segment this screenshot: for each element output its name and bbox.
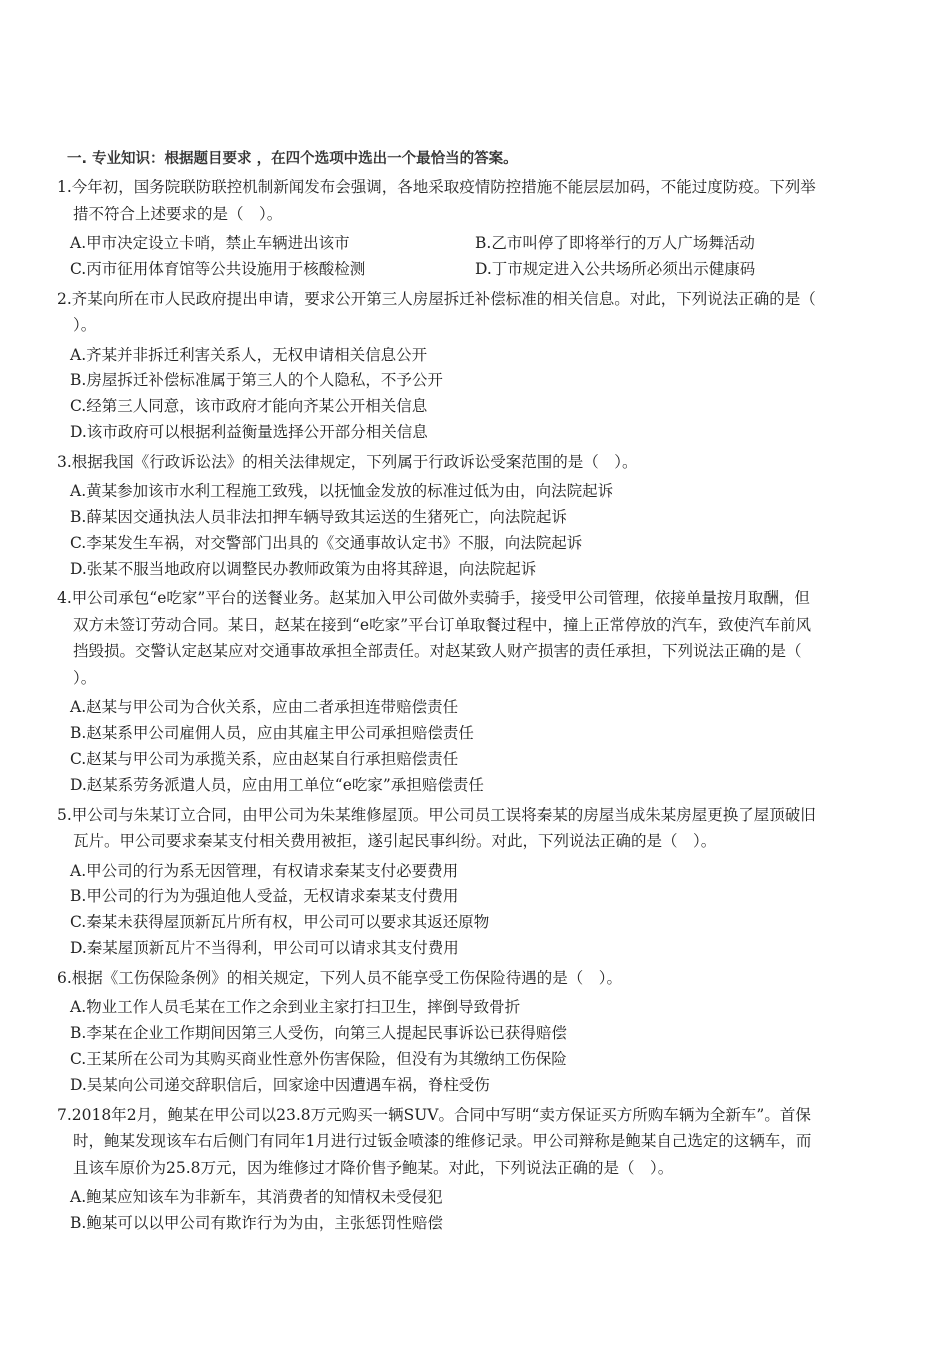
option-d: D.丁市规定进入公共场所必须出示健康码 (475, 259, 756, 278)
option-list (57, 343, 887, 446)
option-a: A.甲市决定设立卡哨，禁止车辆进出该市 (70, 234, 350, 252)
section-title: 一. 专业知识：根据题目要求 ，在四个选项中选出一个最恰当的答案。 (67, 151, 518, 167)
option-d: D.秦某屋顶新瓦片不当得利，甲公司可以请求其支付费用 (70, 939, 459, 958)
question-stem-line: 7.2018年2月，鲍某在甲公司以23.8万元购买一辆SUV。合同中写明“卖方保证买方所购车辆为全新车”。首保 (57, 1105, 811, 1124)
question-stem-line: 3.根据我国《行政诉讼法》的相关法律规定，下列属于行政诉讼受案范围的是（ ）。 (57, 452, 638, 471)
option-a: A.齐某并非拆迁利害关系人，无权申请相关信息公开 (70, 345, 428, 364)
option-list (57, 1185, 887, 1237)
option-c: C.李某发生车祸，对交警部门出具的《交通事故认定书》不服，向法院起诉 (70, 533, 583, 552)
option-list (57, 995, 887, 1098)
question-stem-line: 4.甲公司承包“e吃家”平台的送餐业务。赵某加入甲公司做外卖骑手，接受甲公司管理，依接单量按月取酬，但 (57, 589, 810, 608)
question-stem-line: ）。 (73, 668, 97, 687)
exam-document (57, 146, 887, 1240)
option-d: D.赵某系劳务派遣人员，应由用工单位“e吃家”承担赔偿责任 (70, 775, 484, 794)
option-b: B.鲍某可以以甲公司有欺诈行为为由，主张惩罚性赔偿 (70, 1213, 443, 1232)
option-c: C.王某所在公司为其购买商业性意外伤害保险，但没有为其缴纳工伤保险 (70, 1049, 567, 1068)
question-7 (57, 1102, 887, 1237)
question-stem-line: 双方未签订劳动合同。某日，赵某在接到“e吃家”平台订单取餐过程中，撞上正常停放的汽车，致使汽车前风 (73, 615, 812, 634)
option-a: A.甲公司的行为系无因管理，有权请求秦某支付必要费用 (70, 861, 459, 880)
option-list (57, 479, 887, 582)
question-stem-line: 5.甲公司与朱某订立合同，由甲公司为朱某维修屋顶。甲公司员工误将秦某的房屋当成朱某房屋更换了屋顶破旧 (57, 805, 816, 824)
option-b: B.房屋拆迁补偿标准属于第三人的个人隐私，不予公开 (70, 371, 443, 390)
option-a: A.黄某参加该市水利工程施工致残，以抚恤金发放的标准过低为由，向法院起诉 (70, 482, 614, 501)
option-a: A.赵某与甲公司为合伙关系，应由二者承担连带赔偿责任 (70, 698, 459, 717)
option-b: B.赵某系甲公司雇佣人员，应由其雇主甲公司承担赔偿责任 (70, 724, 474, 743)
option-a: A.物业工作人员毛某在工作之余到业主家打扫卫生，摔倒导致骨折 (70, 998, 521, 1017)
question-stem-line: 6.根据《工伤保险条例》的相关规定，下列人员不能享受工伤保险待遇的是（ ）。 (57, 968, 623, 987)
question-stem-line: 且该车原价为25.8万元，因为维修过才降价售予鲍某。对此，下列说法正确的是（ ）。 (73, 1158, 674, 1177)
option-d: D.张某不服当地政府以调整民办教师政策为由将其辞退，向法院起诉 (70, 559, 537, 578)
question-stem-line: 2.齐某向所在市人民政府提出申请，要求公开第三人房屋拆迁补偿标准的相关信息。对此，下列说法正确的是（ (57, 289, 816, 308)
question-5 (57, 802, 887, 962)
question-stem-line: 挡毁损。交警认定赵某应对交通事故承担全部责任。对赵某致人财产损害的责任承担，下列说法正确的是（ (73, 642, 802, 661)
option-c: C.秦某未获得屋顶新瓦片所有权，甲公司可以要求其返还原物 (70, 913, 490, 932)
option-list (57, 859, 887, 962)
option-b: B.李某在企业工作期间因第三人受伤，向第三人提起民事诉讼已获得赔偿 (70, 1024, 567, 1043)
option-d: D.吴某向公司递交辞职信后，回家途中因遭遇车祸，脊柱受伤 (70, 1075, 490, 1094)
question-stem-line: 1.今年初，国务院联防联控机制新闻发布会强调，各地采取疫情防控措施不能层层加码，不能过度防疫。下列举 (57, 178, 816, 196)
option-c: C.经第三人同意，该市政府才能向齐某公开相关信息 (70, 397, 428, 416)
option-c: C.丙市征用体育馆等公共设施用于核酸检测 (70, 259, 366, 278)
option-list (57, 695, 887, 798)
option-a: A.鲍某应知该车为非新车，其消费者的知情权未受侵犯 (70, 1188, 443, 1207)
question-3 (57, 449, 887, 583)
question-2 (57, 286, 887, 446)
option-list (57, 231, 887, 283)
question-stem-line: ）。 (73, 316, 97, 335)
option-c: C.赵某与甲公司为承揽关系，应由赵某自行承担赔偿责任 (70, 750, 459, 769)
option-b: B.甲公司的行为为强迫他人受益，无权请求秦某支付费用 (70, 887, 459, 906)
question-4 (57, 585, 887, 798)
question-1 (57, 174, 887, 283)
question-list (57, 174, 887, 1237)
option-b: B.乙市叫停了即将举行的万人广场舞活动 (475, 234, 755, 252)
question-stem-line: 时，鲍某发现该车右后侧门有同年1月进行过钣金喷漆的维修记录。甲公司辩称是鲍某自己选定的这辆车，而 (73, 1132, 812, 1151)
question-6 (57, 965, 887, 1099)
option-b: B.薛某因交通执法人员非法扣押车辆导致其运送的生猪死亡，向法院起诉 (70, 508, 567, 527)
option-d: D.该市政府可以根据利益衡量选择公开部分相关信息 (70, 422, 428, 441)
question-stem-line: 措不符合上述要求的是（ ）。 (73, 204, 283, 223)
question-stem-line: 瓦片。甲公司要求秦某支付相关费用被拒，遂引起民事纠纷。对此，下列说法正确的是（ ）。 (73, 832, 717, 851)
